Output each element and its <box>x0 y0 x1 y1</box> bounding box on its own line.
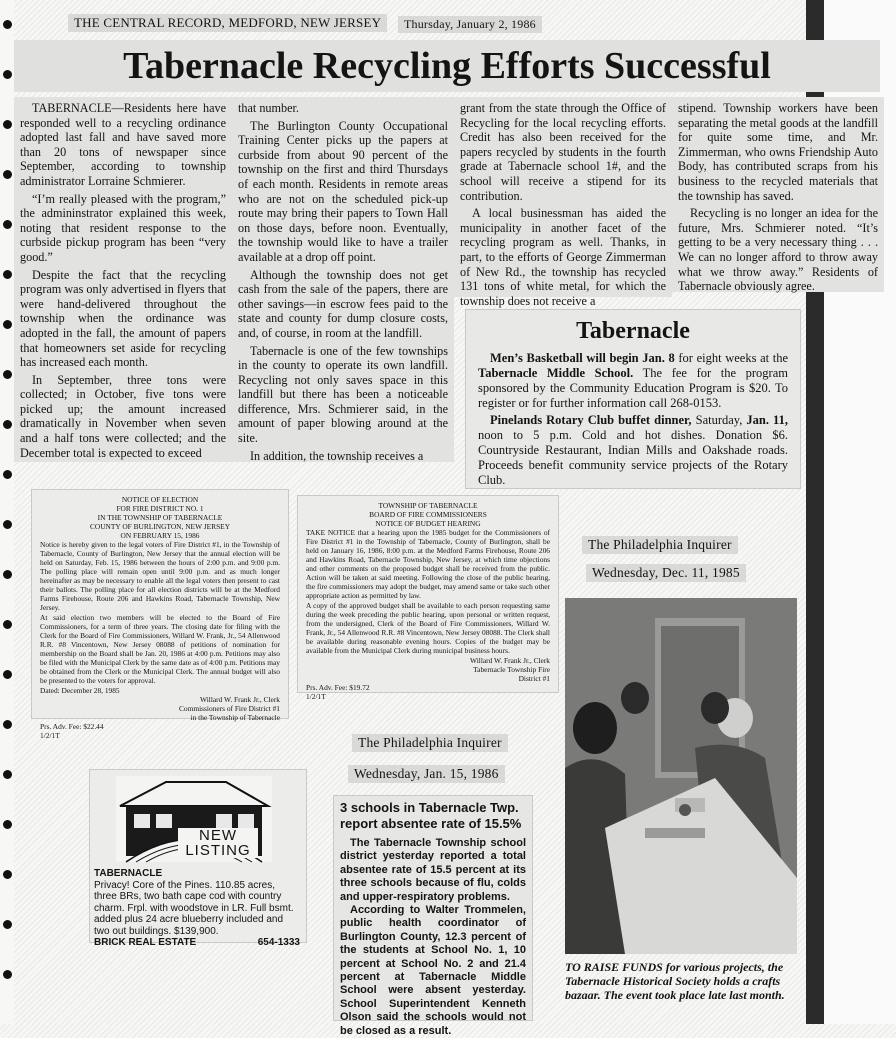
paragraph: Although the township does not get cash from the sale of the papers, there are other savings—in escrow fees paid to the state and county for dump closure costs, and, of course, in room at the landfill. <box>238 267 448 340</box>
events-title: Tabernacle <box>576 318 690 344</box>
listing-agency-row <box>94 937 300 949</box>
listing-place: TABERNACLE <box>94 868 163 879</box>
listing-agency: BRICK REAL ESTATE <box>94 937 197 948</box>
paragraph: The Burlington County Occupational Training Center picks up the papers at curbside from about 90 percent of the township on the first and third Thursdays of each month. Residents in remote areas who are not on the scheduled pick-up route may bring their papers to Town Hall on those days, before noon. Eventually, the township would like to have a trailer available at a drop off point. <box>238 118 448 264</box>
event-text: for eight weeks at the <box>674 351 788 365</box>
inquirer-date-1: Wednesday, Dec. 11, 1985 <box>586 564 746 582</box>
house-illustration <box>116 776 272 862</box>
bazaar-photo <box>565 598 797 954</box>
listing-description: Privacy! Core of the Pines. 110.85 acres, three BRs, two bath cape cod with country charm. Frpl. with woodstove in LR. Full bsmt. added plus 24 acre blueberry included and two out buildings. $139,900. <box>94 879 294 937</box>
paragraph: In addition, the township receives a <box>250 448 424 463</box>
notice-budget-hearing <box>298 496 558 701</box>
binder-hole <box>3 520 12 529</box>
notice-signature: Willard W. Frank Jr., Clerk <box>470 656 550 665</box>
notice-paragraph: TAKE NOTICE that a hearing upon the 1985 budget for the Commissioners of Fire District #1 in the Township of Tabernacle, County of Burlington, shall be held on January 16, 1986, 8:00 p.m. at the Medford Farms Firehouse, Route 206 and Hawkins Road, Tabernacle Township, New Jersey, at which time objections and other comments on the proposed budget shall be received from the public. Action will be taken at said meeting. Following the close of the public hearing, the fire commissioners may adopt the budget, may amend same or take such other appropriate action as permitted by law. <box>306 528 550 600</box>
binder-hole <box>3 170 12 179</box>
event-text: The fee for the program sponsored by the Community Education Program is $20. To register or for further information call 268-0153. <box>478 366 788 410</box>
event-text: Saturday, <box>691 413 747 427</box>
binder-hole <box>3 420 12 429</box>
paragraph: Tabernacle is one of the few townships in the county to operate its own landfill. Recycling not only saves space in this landfill but there has been a noticeable difference, Mrs. Schmierer said, in the amount of paper blowing around at the site. <box>238 343 448 446</box>
notice-paragraph: Notice is hereby given to the legal voters of Fire District #1, in the Township of Tabernacle, County of Burlington, New Jersey that the annual election will be held on Saturday, Feb. 15, 1986 between the hours of 2:00 p.m. and 9:00 p.m. The polling place will remain open until 9:00 p.m. and as much longer hereinafter as may be necessary to enable all the legal voters then present to cast their ballots. The polling place for all election districts will be at the Medford Farms Firehouse, Route 206 and Hawkins Road, Tabernacle Township, New Jersey. <box>40 540 280 612</box>
notice-signature: in the Township of Tabernacle <box>190 713 280 722</box>
badge-line: NEW <box>199 827 237 844</box>
inquirer-date-2: Wednesday, Jan. 15, 1986 <box>348 765 505 783</box>
masthead-paper: THE CENTRAL RECORD, MEDFORD, NEW JERSEY <box>68 14 387 32</box>
notice-signature: Willard W. Frank Jr., Clerk <box>200 695 280 704</box>
notice-signature: Tabernacle Township Fire <box>473 665 550 674</box>
badge-line: LISTING <box>185 842 251 859</box>
inquirer-paper-2: The Philadelphia Inquirer <box>352 734 508 752</box>
binder-hole <box>3 920 12 929</box>
binder-hole <box>3 20 12 29</box>
notice-code: 1/2/1T <box>40 731 60 740</box>
event-school: Tabernacle Middle School. <box>478 366 634 380</box>
real-estate-listing <box>90 770 306 948</box>
paragraph: grant from the state through the Office of Recycling for the local recycling efforts. Credit has also been received for the papers recycled by students in the fourth grade at Tabernacle school 1#, and the school will receive a stipend for its contribution. <box>460 101 666 203</box>
paragraph: that number. <box>238 101 299 115</box>
binder-hole <box>3 120 12 129</box>
paragraph: TABERNACLE—Residents here have responded well to a recycling ordinance adopted last fall and have saved more than 20 tons of newspaper since September, according to township administrator Lorraine Schmierer. <box>20 101 226 188</box>
inquirer-paper-1: The Philadelphia Inquirer <box>582 536 738 554</box>
binder-hole <box>3 720 12 729</box>
main-headline: Tabernacle Recycling Efforts Successful <box>14 40 880 92</box>
notice-heading: TOWNSHIP OF TABERNACLE <box>378 501 478 510</box>
photo-caption: TO RAISE FUNDS for various projects, the Tabernacle Historical Society holds a crafts bazaar. The event took place late last month. <box>565 960 785 1002</box>
binder-hole <box>3 570 12 579</box>
binder-hole <box>3 70 12 79</box>
notice-dated: Dated: December 28, 1985 <box>40 686 120 695</box>
binder-hole <box>3 270 12 279</box>
binder-spine <box>0 0 14 1024</box>
crafts-bazaar-photo-icon <box>565 598 797 954</box>
notice-paragraph: At said election two members will be elected to the Board of Fire Commissioners, for a term of three years. The closing date for filing with the Clerk for the Board of Fire Commissioners, Willard W. Frank, Jr., 54 Allenwood R.R. #8 Vincentown, New Jersey 08088 of petitions of nomination for membership on the Board shall be Jan. 20, 1986 at 4:00 p.m. Petitions may also be filed with the Municipal Clerk by the same date as of 4:00 p.m. Petitions may be obtained from the Clerk or the Municipal Clerk. The annual budget will also be presented to the voters for approval. <box>40 613 280 685</box>
binder-hole <box>3 870 12 879</box>
paragraph: According to Walter Trommelen, public health coordinator of Burlington County, 12.3 percent of the students at School No. 1, 10 percent at School No. 2 and 21.4 percent at Tabernacle Middle School were absent yesterday. School Superintendent Kenneth Olson said the schools would not be closed as a result. <box>340 904 526 1037</box>
listing-phone: 654-1333 <box>257 937 300 948</box>
binder-hole <box>3 770 12 779</box>
absentee-headline: 3 schools in Tabernacle Twp. report absentee rate of 15.5% <box>340 800 522 831</box>
article-column-3 <box>454 97 672 308</box>
binder-hole <box>3 470 12 479</box>
notice-code: 1/2/1T <box>306 692 326 701</box>
binder-hole <box>3 320 12 329</box>
event-rotary <box>478 413 788 488</box>
notice-heading: ON FEBRUARY 15, 1986 <box>120 531 200 540</box>
new-listing-badge <box>178 828 258 858</box>
tabernacle-events-box <box>466 310 800 488</box>
paragraph: A local businessman has aided the municipality in another facet of the recycling program as well. Thanks, in part, to the efforts of George Zimmerman of New Rd., the township has recycled 131 tons of white metal, for which the township does not receive a <box>460 206 666 308</box>
binder-hole <box>3 220 12 229</box>
event-text: noon to 5 p.m. Cold and hot dishes. Donation $6. Countryside Restaurant, Indian Mills and Oakshade roads. Proceeds benefit community service projects of the Rotary Club. <box>478 428 788 487</box>
notice-heading: BOARD OF FIRE COMMISSIONERS <box>369 510 487 519</box>
listing-text-block <box>94 868 300 949</box>
notice-fee: Prs. Adv. Fee: $22.44 <box>40 722 104 731</box>
binder-hole <box>3 370 12 379</box>
notice-of-election <box>32 490 288 740</box>
notice-heading: COUNTY OF BURLINGTON, NEW JERSEY <box>89 522 231 531</box>
event-basketball <box>478 351 788 411</box>
binder-hole <box>3 820 12 829</box>
paragraph: In September, three tons were collected; in October, five tons were picked up; the amount increased dramatically in November when seven and a half tons were collected; and the December total is expected to exceed <box>20 372 226 460</box>
notice-paragraph: A copy of the approved budget shall be available to each person requesting same during the week preceding the public hearing, upon personal or written request, from the undersigned, Clerk of the Board of Fire Commissioners, Willard W. Frank, Jr., 54 Allenwood R.R. #8 Vincentown, New Jersey 08088. The Clerk shall be available during reasonable evening hours. Copies of the budget may be available from the Municipal Clerk during municipal business hours. <box>306 601 550 655</box>
article-column-2 <box>232 97 454 462</box>
masthead-date: Thursday, January 2, 1986 <box>398 16 542 33</box>
notice-fee: Prs. Adv. Fee: $19.72 <box>306 683 370 692</box>
binder-hole <box>3 670 12 679</box>
event-lead: Men’s Basketball will begin Jan. 8 <box>490 351 675 365</box>
absentee-article <box>334 796 532 1037</box>
article-column-4 <box>672 97 884 292</box>
notice-heading: NOTICE OF ELECTION <box>121 495 199 504</box>
paragraph: Despite the fact that the recycling program was only advertised in flyers that were hand-delivered throughout the township when the ordinance was adopted in the fall, the amount of papers that homeowners set aside for recycling has increased each month. <box>20 267 226 370</box>
article-column-1 <box>14 97 232 462</box>
event-lead: Pinelands Rotary Club buffet dinner, <box>490 413 692 427</box>
notice-heading: IN THE TOWNSHIP OF TABERNACLE <box>97 513 223 522</box>
binder-hole <box>3 620 12 629</box>
paragraph: stipend. Township workers have been separating the metal goods at the landfill for quite some time, and Mr. Zimmerman, who owns Friendship Auto Body, has contributed scraps from his business to the recycled materials that the township has saved. <box>678 101 878 203</box>
binder-hole <box>3 970 12 979</box>
paragraph: Recycling is no longer an idea for the future, Mrs. Schmierer noted. “It’s getting to be a very necessary thing . . . We can no longer afford to throw away what we throw away.” Residents of Tabernacle obviously agree. <box>678 206 878 294</box>
paragraph: The Tabernacle Township school district yesterday reported a total absentee rate of 15.5 percent at its three schools because of flu, colds and upper-respiratory problems. <box>340 837 526 903</box>
notice-heading: FOR FIRE DISTRICT NO. 1 <box>116 504 204 513</box>
notice-signature: Commissioners of Fire District #1 <box>178 704 280 713</box>
paragraph: “I’m really pleased with the program,” the admininstrator explained this week, noting that resident response to the curbside pickup program has been “very good.” <box>20 191 226 264</box>
notice-heading: NOTICE OF BUDGET HEARING <box>375 519 481 528</box>
notice-signature: District #1 <box>518 674 550 683</box>
event-date: Jan. 11, <box>746 413 788 427</box>
